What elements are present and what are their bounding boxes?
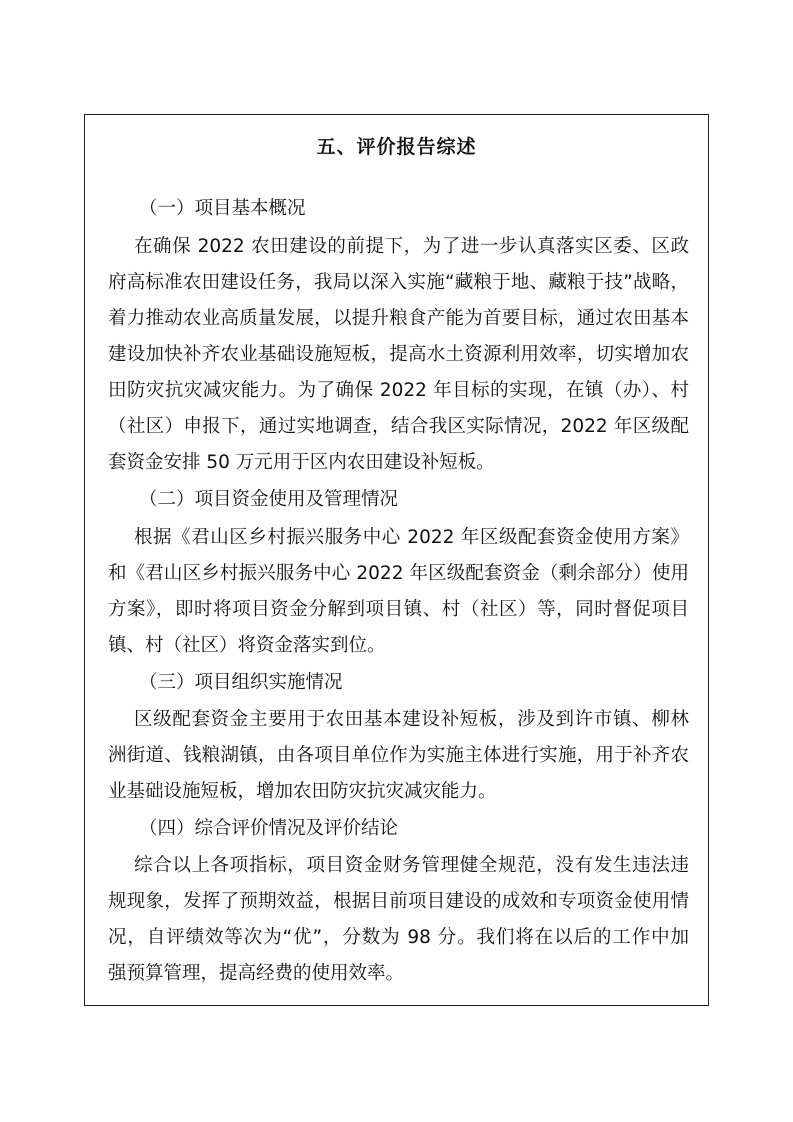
paragraph-line: 在确保 2022 农田建设的前提下，为了进一步认真落实区委、区政 [134,236,689,257]
paragraph-line: 强预算管理，提高经费的使用效率。 [108,963,405,984]
section-heading: （四）综合评价情况及评价结论 [139,818,399,839]
paragraph-line: 根据《君山区乡村振兴服务中心 2022 年区级配套资金使用方案》 [134,527,689,548]
paragraph-line: 镇、村（社区）将资金落实到位。 [108,635,386,656]
paragraph-line: 综合以上各项指标，项目资金财务管理健全规范，没有发生违法违 [134,855,689,876]
paragraph-line: 况，自评绩效等次为“优”，分数为 98 分。我们将在以后的工作中加 [108,927,689,948]
paragraph-line: 和《君山区乡村振兴服务中心 2022 年区级配套资金（剩余部分）使用 [108,563,689,584]
section-heading: （二）项目资金使用及管理情况 [139,489,399,510]
paragraph-line: 府高标准农田建设任务，我局以深入实施“藏粮于地、藏粮于技”战略， [108,272,689,293]
paragraph-line: 业基础设施短板，增加农田防灾抗灾减灾能力。 [108,781,497,802]
paragraph-line: 建设加快补齐农业基础设施短板，提高水土资源利用效率，切实增加农 [108,344,689,365]
paragraph-line: 方案》，即时将项目资金分解到项目镇、村（社区）等，同时督促项目 [108,599,689,620]
section-heading: （三）项目组织实施情况 [139,672,343,693]
paragraph-line: 着力推动农业高质量发展，以提升粮食产能为首要目标，通过农田基本 [108,308,689,329]
report-frame [84,114,709,1006]
section-title: 五、评价报告综述 [316,136,477,158]
paragraph-line: （社区）申报下，通过实地调查，结合我区实际情况，2022 年区级配 [108,416,689,437]
paragraph-line: 洲街道、钱粮湖镇，由各项目单位作为实施主体进行实施，用于补齐农 [108,745,689,766]
paragraph-line: 区级配套资金主要用于农田基本建设补短板，涉及到许市镇、柳林 [134,709,689,730]
paragraph-line: 田防灾抗灾减灾能力。为了确保 2022 年目标的实现，在镇（办）、村 [108,380,689,401]
paragraph-line: 套资金安排 50 万元用于区内农田建设补短板。 [108,452,495,473]
paragraph-line: 规现象，发挥了预期效益，根据目前项目建设的成效和专项资金使用情 [108,891,689,912]
section-heading: （一）项目基本概况 [139,198,306,219]
